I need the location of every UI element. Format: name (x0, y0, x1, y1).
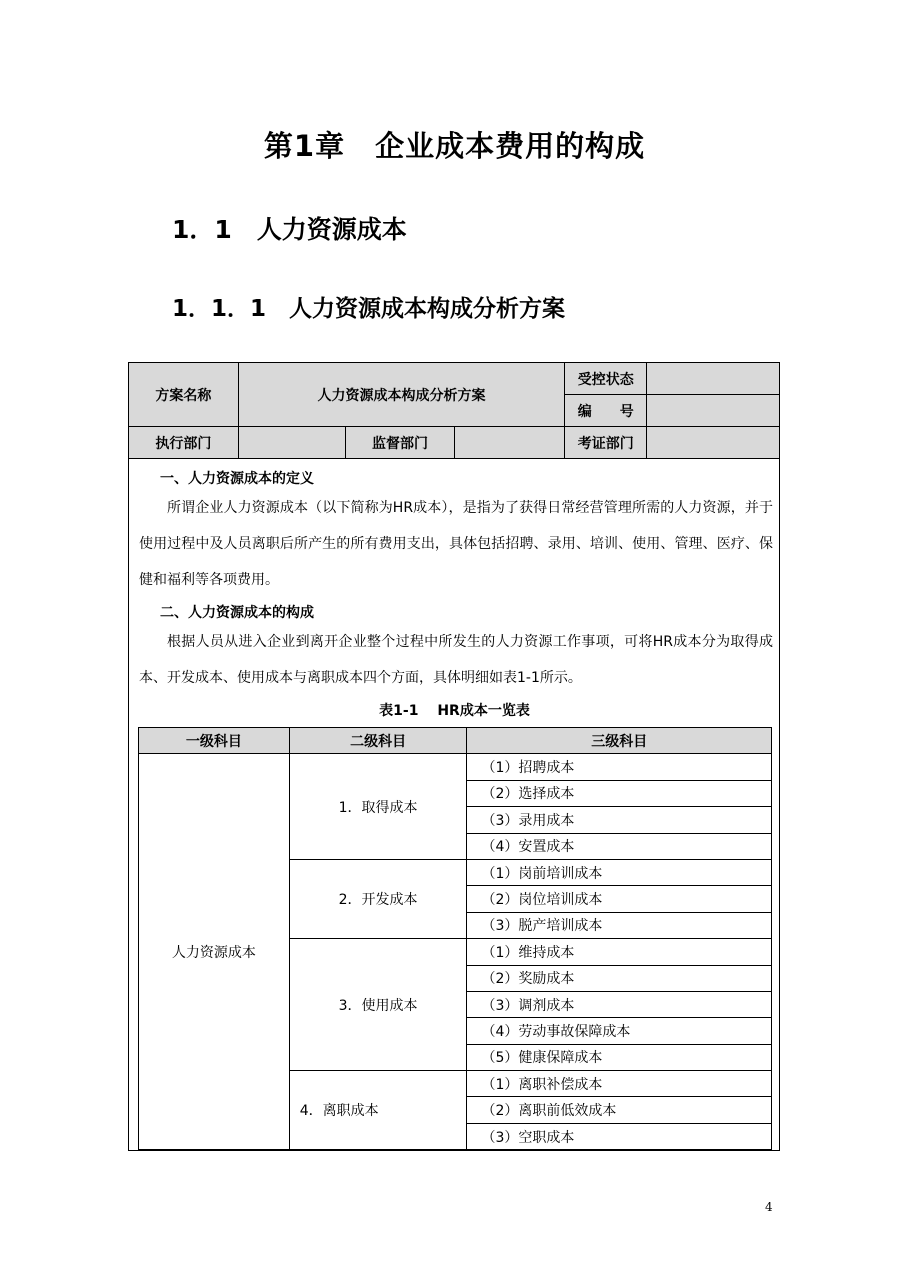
level3-cell: （1）维持成本 (467, 939, 772, 965)
section-title: 1．1 人力资源成本 (172, 215, 407, 244)
level2-cell: 3．使用成本 (289, 939, 467, 1071)
supervise-dept-label: 监督部门 (345, 427, 455, 459)
header-level1: 一级科目 (139, 728, 290, 754)
header-level2: 二级科目 (289, 728, 467, 754)
level3-cell: （1）离职补偿成本 (467, 1071, 772, 1097)
level3-cell: （1）招聘成本 (467, 754, 772, 780)
control-status-value (647, 363, 780, 395)
level3-cell: （2）离职前低效成本 (467, 1097, 772, 1123)
level3-cell: （4）安置成本 (467, 833, 772, 859)
level3-cell: （3）脱产培训成本 (467, 912, 772, 938)
level2-cell: 4．离职成本 (289, 1071, 467, 1150)
plan-name-value: 人力资源成本构成分析方案 (238, 363, 564, 427)
level3-cell: （2）奖励成本 (467, 965, 772, 991)
section-1-paragraph: 所谓企业人力资源成本（以下简称为HR成本），是指为了获得日常经营管理所需的人力资源，并于使用过程中及人员离职后所产生的所有费用支出，具体包括招聘、录用、培训、使用、管理、医疗、保健和福利等各项费用。 (139, 500, 773, 588)
plan-header-table (128, 362, 780, 459)
exec-dept-value (238, 427, 345, 459)
page-number: 4 (765, 1200, 773, 1214)
subsection-title: 1．1．1 人力资源成本构成分析方案 (172, 296, 566, 322)
level3-cell: （3）调剂成本 (467, 991, 772, 1017)
section-1-title: 一、人力资源成本的定义 (160, 471, 314, 487)
verify-dept-label: 考证部门 (565, 427, 647, 459)
chapter-title: 第1章 企业成本费用的构成 (263, 129, 646, 163)
verify-dept-value (647, 427, 780, 459)
level2-cell: 1．取得成本 (289, 754, 467, 860)
level3-cell: （1）岗前培训成本 (467, 859, 772, 885)
supervise-dept-value (455, 427, 565, 459)
number-value (647, 395, 780, 427)
header-level3: 三级科目 (467, 728, 772, 754)
hr-cost-table (138, 727, 772, 1150)
level3-cell: （3）空职成本 (467, 1123, 772, 1149)
level3-cell: （3）录用成本 (467, 807, 772, 833)
section-2-paragraph: 根据人员从进入企业到离开企业整个过程中所发生的人力资源工作事项，可将HR成本分为取得成本、开发成本、使用成本与离职成本四个方面，具体明细如表1-1所示。 (139, 634, 773, 686)
plan-name-label: 方案名称 (129, 363, 239, 427)
table-row (139, 754, 772, 780)
level3-cell: （5）健康保障成本 (467, 1044, 772, 1070)
control-status-label: 受控状态 (565, 363, 647, 395)
level3-cell: （4）劳动事故保障成本 (467, 1018, 772, 1044)
level1-cell: 人力资源成本 (139, 754, 290, 1150)
exec-dept-label: 执行部门 (129, 427, 239, 459)
section-2-title: 二、人力资源成本的构成 (160, 605, 314, 621)
table-caption: 表1-1 HR成本一览表 (379, 703, 530, 719)
level2-cell: 2．开发成本 (289, 859, 467, 938)
number-label: 编 号 (565, 395, 647, 427)
level3-cell: （2）岗位培训成本 (467, 886, 772, 912)
level3-cell: （2）选择成本 (467, 780, 772, 806)
